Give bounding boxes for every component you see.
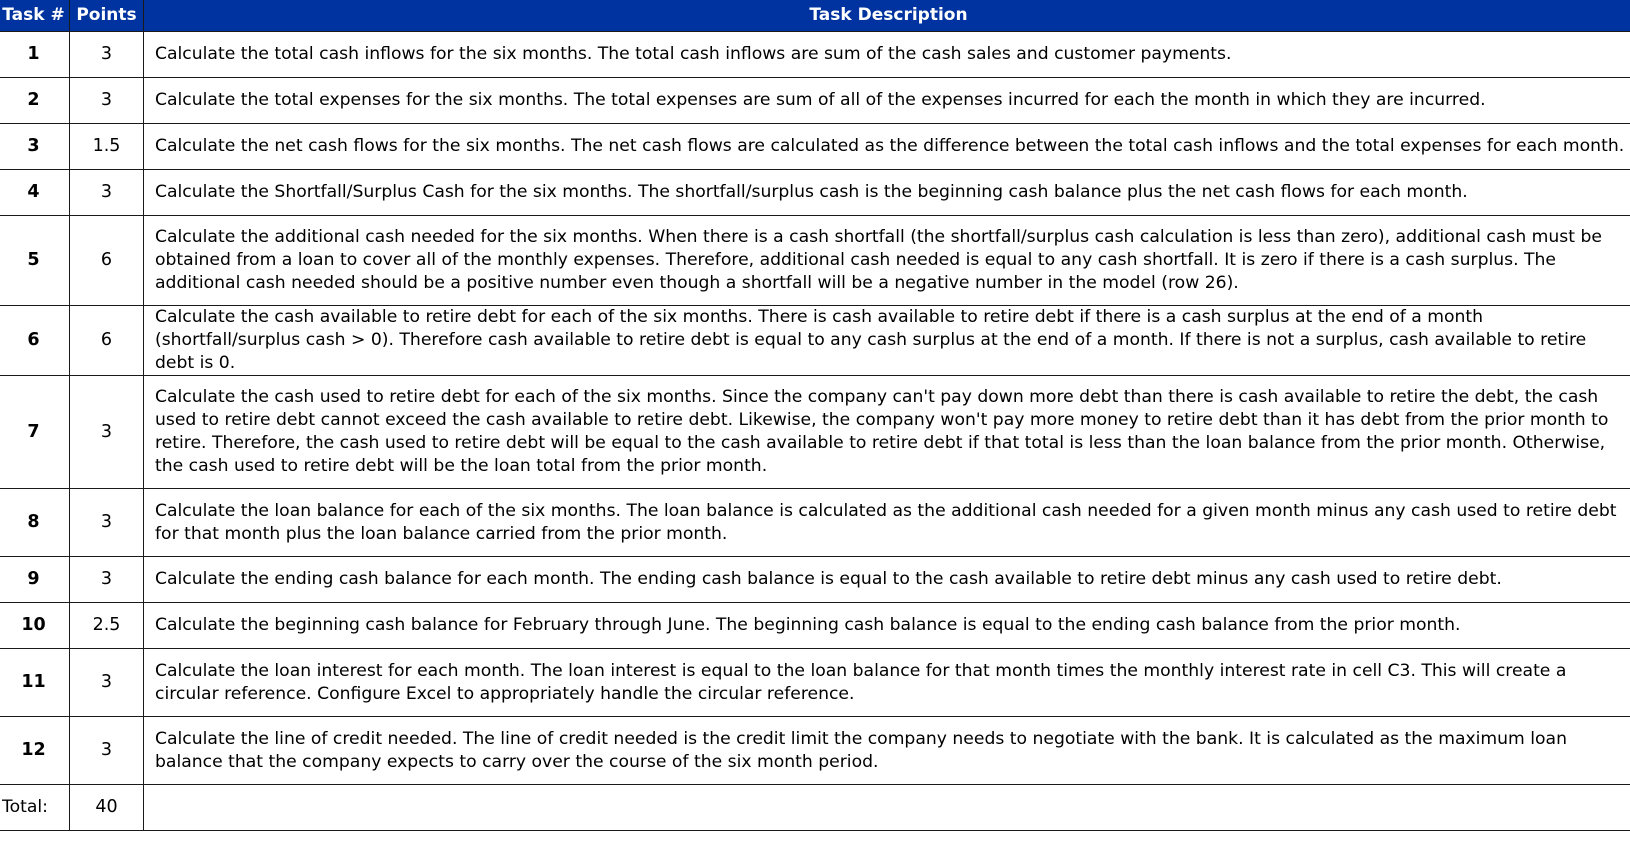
table-row bbox=[0, 216, 1630, 306]
table-row bbox=[0, 376, 1630, 489]
table-row bbox=[0, 489, 1630, 557]
header-task: Task # bbox=[0, 0, 70, 32]
task-number: 4 bbox=[0, 170, 70, 216]
table-row bbox=[0, 717, 1630, 785]
header-row bbox=[0, 0, 1630, 32]
table-row bbox=[0, 557, 1630, 603]
task-number: 5 bbox=[0, 216, 70, 306]
task-number: 3 bbox=[0, 124, 70, 170]
header-points: Points bbox=[70, 0, 144, 32]
task-points: 3 bbox=[70, 717, 144, 785]
task-description: Calculate the Shortfall/Surplus Cash for the six months. The shortfall/surplus cash is the beginning cash balance plus the net cash flows for each month. bbox=[144, 170, 1630, 216]
task-description: Calculate the beginning cash balance for February through June. The beginning cash balance is equal to the ending cash balance from the prior month. bbox=[144, 603, 1630, 649]
task-points: 3 bbox=[70, 649, 144, 717]
total-row bbox=[0, 785, 1630, 831]
task-number: 12 bbox=[0, 717, 70, 785]
task-number: 11 bbox=[0, 649, 70, 717]
task-points: 3 bbox=[70, 489, 144, 557]
task-number: 1 bbox=[0, 32, 70, 78]
task-description: Calculate the cash available to retire debt for each of the six months. There is cash available to retire debt if there is a cash surplus at the end of a month (shortfall/surplus cash > 0). Therefore cash available to retire debt is equal to any cash surplus at the end of a month. If there is not a surplus, cash available to retire debt is 0. bbox=[144, 306, 1630, 376]
task-description: Calculate the ending cash balance for each month. The ending cash balance is equal to the cash available to retire debt minus any cash used to retire debt. bbox=[144, 557, 1630, 603]
table-row bbox=[0, 649, 1630, 717]
task-description: Calculate the additional cash needed for the six months. When there is a cash shortfall (the shortfall/surplus cash calculation is less than zero), additional cash must be obtained from a loan to cover all of the monthly expenses. Therefore, additional cash needed is equal to any cash shortfall. It is zero if there is a cash surplus. The additional cash needed should be a positive number even though a shortfall will be a negative number in the model (row 26). bbox=[144, 216, 1630, 306]
task-number: 10 bbox=[0, 603, 70, 649]
task-points: 3 bbox=[70, 32, 144, 78]
task-points: 3 bbox=[70, 170, 144, 216]
task-description: Calculate the total expenses for the six months. The total expenses are sum of all of the expenses incurred for each the month in which they are incurred. bbox=[144, 78, 1630, 124]
task-points: 6 bbox=[70, 306, 144, 376]
task-description: Calculate the net cash flows for the six months. The net cash flows are calculated as the difference between the total cash inflows and the total expenses for each month. bbox=[144, 124, 1630, 170]
task-points: 6 bbox=[70, 216, 144, 306]
task-description: Calculate the line of credit needed. The line of credit needed is the credit limit the company needs to negotiate with the bank. It is calculated as the maximum loan balance that the company expects to carry over the course of the six month period. bbox=[144, 717, 1630, 785]
table-row bbox=[0, 124, 1630, 170]
task-number: 6 bbox=[0, 306, 70, 376]
header-description: Task Description bbox=[144, 0, 1630, 32]
task-points: 2.5 bbox=[70, 603, 144, 649]
table-row bbox=[0, 32, 1630, 78]
task-number: 7 bbox=[0, 376, 70, 489]
task-points: 3 bbox=[70, 78, 144, 124]
task-number: 8 bbox=[0, 489, 70, 557]
task-points: 3 bbox=[70, 557, 144, 603]
task-description: Calculate the loan balance for each of the six months. The loan balance is calculated as the additional cash needed for a given month minus any cash used to retire debt for that month plus the loan balance carried from the prior month. bbox=[144, 489, 1630, 557]
task-points: 1.5 bbox=[70, 124, 144, 170]
total-label: Total: bbox=[0, 785, 70, 831]
total-points: 40 bbox=[70, 785, 144, 831]
table-row bbox=[0, 78, 1630, 124]
task-points: 3 bbox=[70, 376, 144, 489]
task-description: Calculate the loan interest for each month. The loan interest is equal to the loan balance for that month times the monthly interest rate in cell C3. This will create a circular reference. Configure Excel to appropriately handle the circular reference. bbox=[144, 649, 1630, 717]
table-row bbox=[0, 170, 1630, 216]
task-number: 2 bbox=[0, 78, 70, 124]
table-row bbox=[0, 603, 1630, 649]
task-description: Calculate the cash used to retire debt for each of the six months. Since the company can't pay down more debt than there is cash available to retire the debt, the cash used to retire debt cannot exceed the cash available to retire debt. Likewise, the company won't pay more money to retire debt than it has debt from the prior month to retire. Therefore, the cash used to retire debt will be equal to the cash available to retire debt if that total is less than the loan balance from the prior month. Otherwise, the cash used to retire debt will be the loan total from the prior month. bbox=[144, 376, 1630, 489]
table-row bbox=[0, 306, 1630, 376]
task-description: Calculate the total cash inflows for the six months. The total cash inflows are sum of the cash sales and customer payments. bbox=[144, 32, 1630, 78]
task-number: 9 bbox=[0, 557, 70, 603]
total-description-empty bbox=[144, 785, 1630, 831]
